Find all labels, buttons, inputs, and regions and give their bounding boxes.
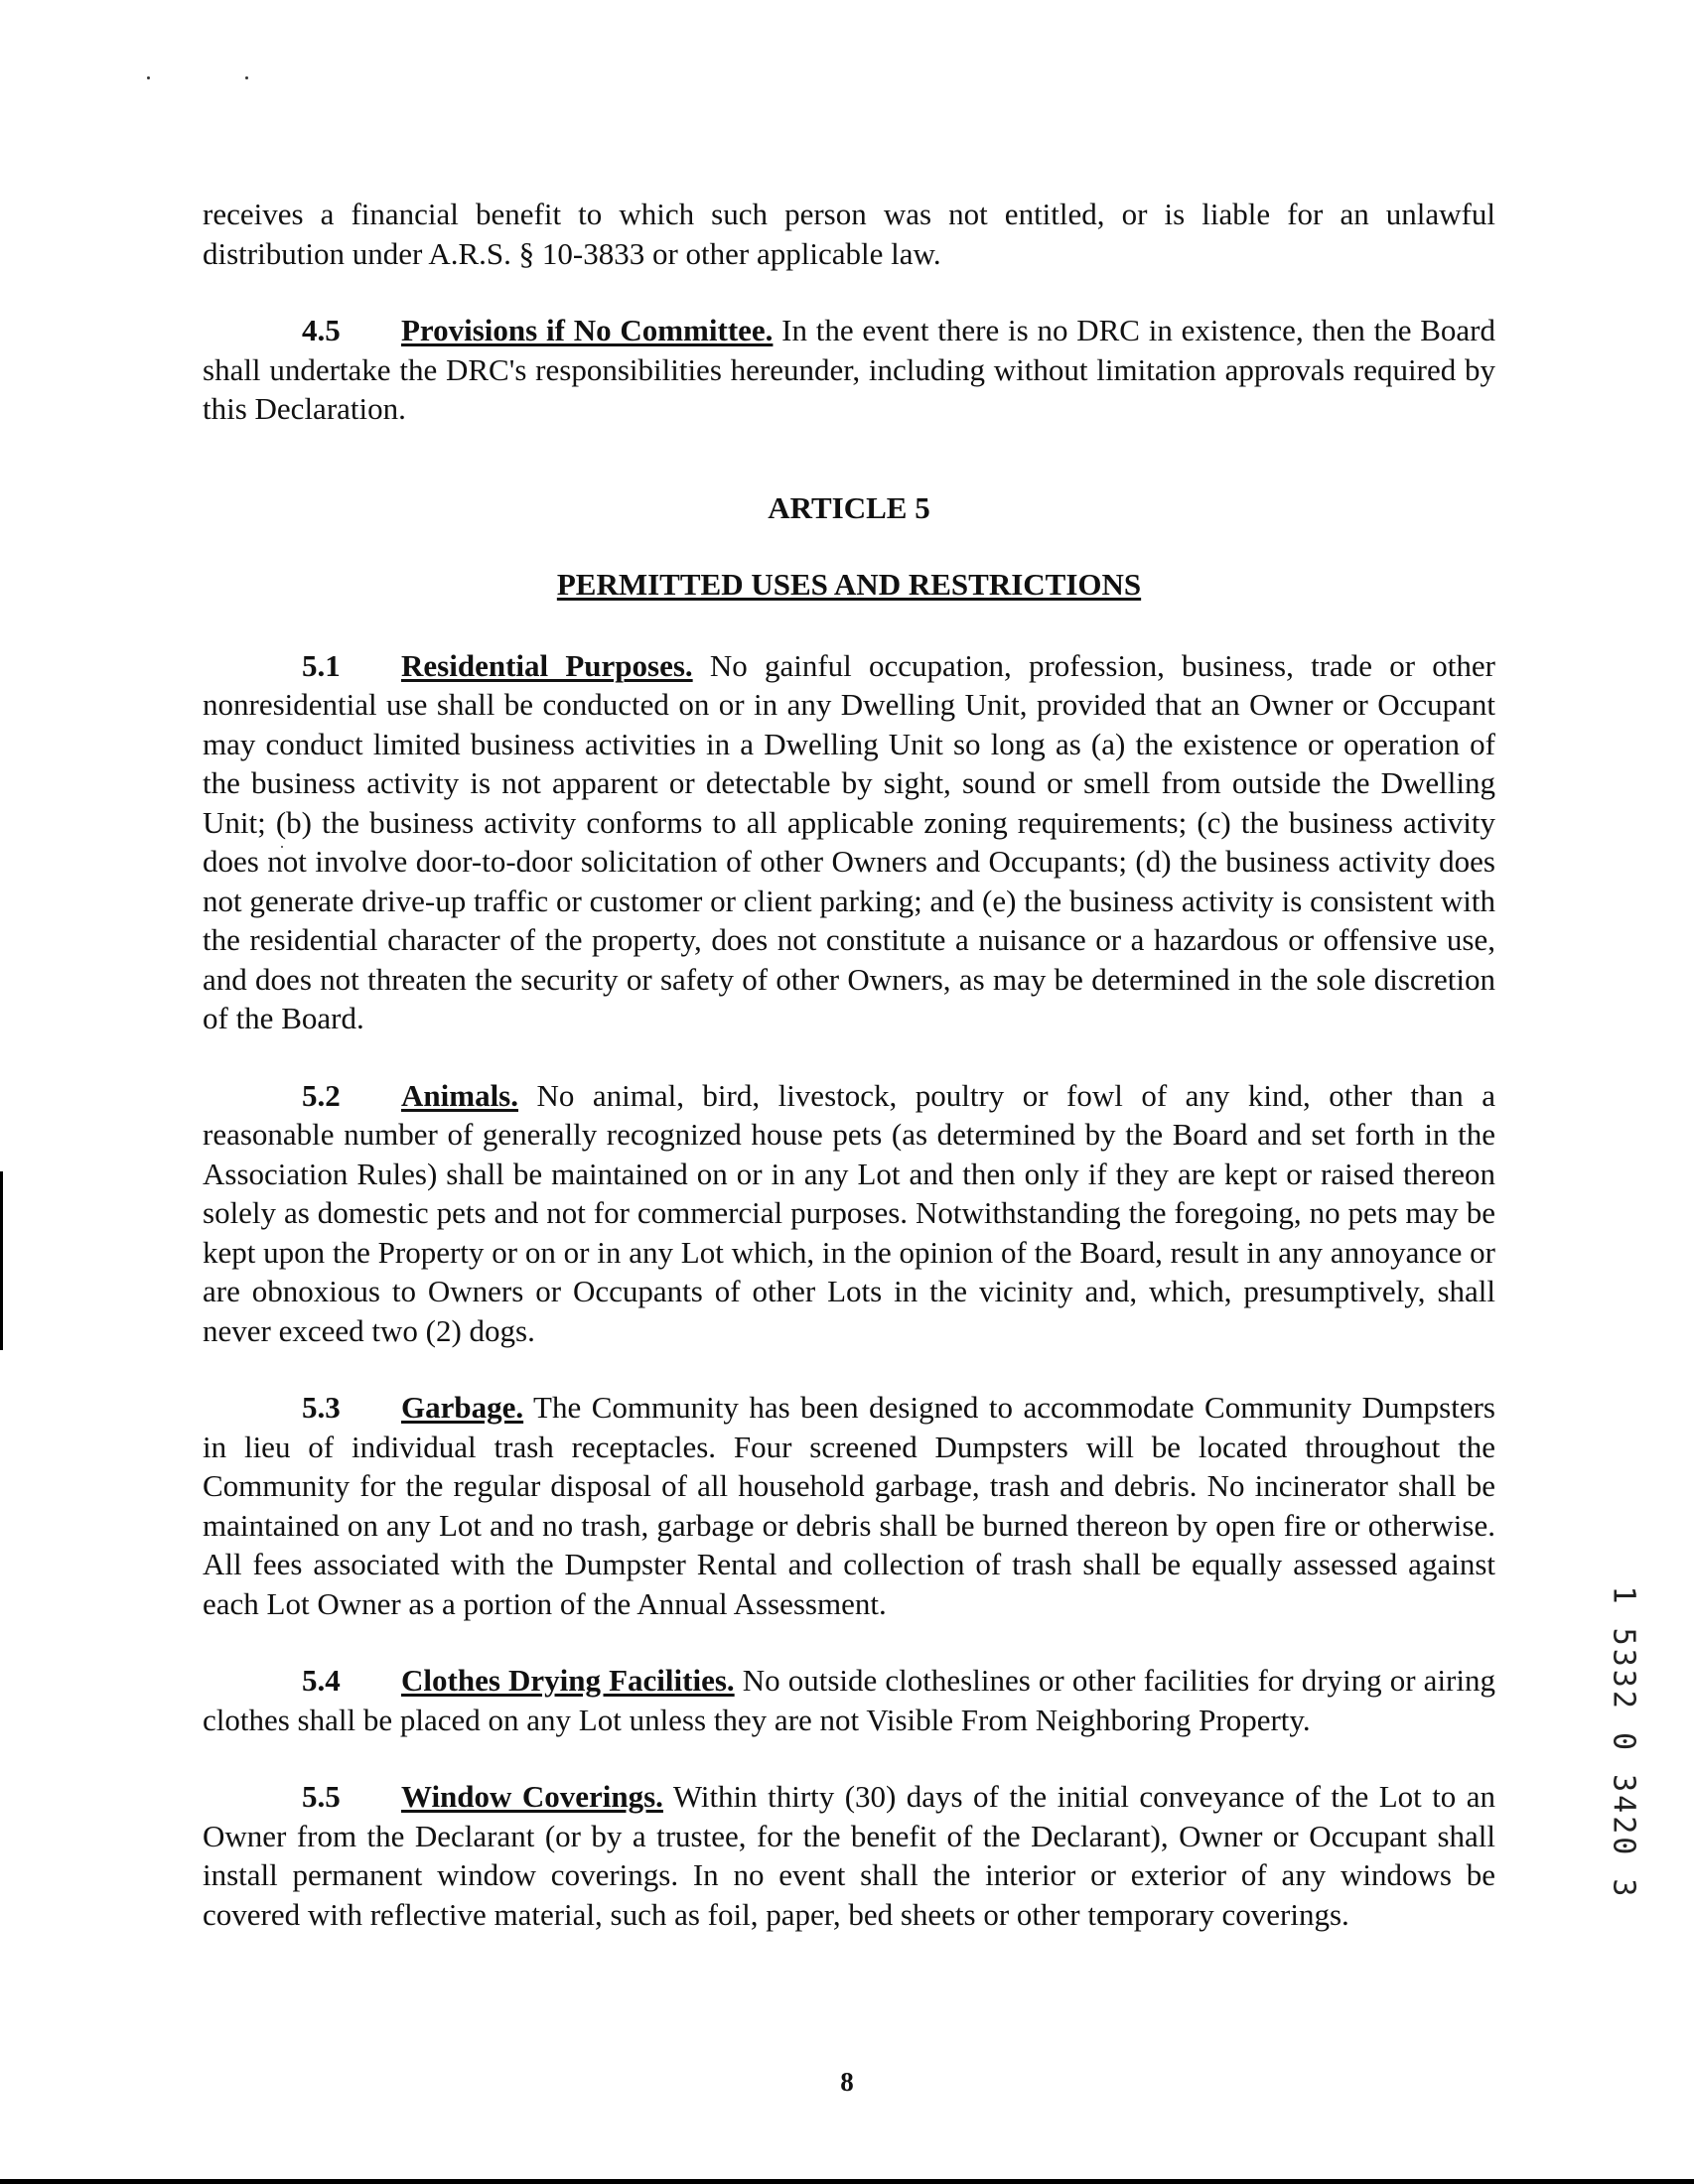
section-title: Residential Purposes.	[401, 647, 693, 683]
scan-edge-mark	[0, 1171, 3, 1350]
section-body: The Community has been designed to accommodate Community Dumpsters in lieu of individual trash receptacles. Four screened Dumpsters will be located throughout the Community for the regular disposal of all household garbage, trash and debris. No incinerator shall be maintained on any Lot and no trash, garbage or debris shall be burned thereon by open fire or otherwise. All fees associated with the Dumpster Rental and collection of trash shall be equally assessed against each Lot Owner as a portion of the Annual Assessment.	[203, 1390, 1495, 1621]
section-body: No outside clotheslines or other facilities for drying or airing clothes shall be placed on any Lot unless they are not Visible From Neighboring Property.	[203, 1663, 1495, 1737]
section-title: Window Coverings.	[401, 1779, 663, 1814]
section-number: 5.5	[302, 1779, 341, 1814]
section-5-3	[203, 1388, 1495, 1623]
page-number: 8	[840, 2067, 854, 2097]
scan-speck	[147, 76, 150, 79]
section-body: In the event there is no DRC in existence, then the Board shall undertake the DRC's responsibilities hereunder, including without limitation approvals required by this Declaration.	[203, 313, 1495, 426]
article-subheading: PERMITTED USES AND RESTRICTIONS	[556, 567, 1142, 602]
continuation-paragraph: receives a financial benefit to which such person was not entitled, or is liable for an unlawful distribution under A.R.S. § 10-3833 or other applicable law.	[203, 197, 1495, 271]
document-body	[203, 195, 1495, 1934]
section-title: Provisions if No Committee.	[401, 313, 774, 347]
section-number: 5.4	[302, 1663, 341, 1698]
recording-number-stamp	[1606, 1585, 1641, 1899]
section-number: 5.2	[302, 1077, 341, 1113]
section-5-4	[203, 1661, 1495, 1739]
scan-speck	[245, 76, 248, 79]
scan-bottom-edge	[0, 2179, 1694, 2184]
section-title: Clothes Drying Facilities.	[401, 1663, 735, 1698]
section-number: 5.1	[302, 647, 341, 683]
section-body: No gainful occupation, profession, business, trade or other nonresidential use shall be conducted on or in any Dwelling Unit, provided that an Owner or Occupant may conduct limited business activities in a Dwelling Unit so long as (a) the existence or operation of the business activity is not apparent or detectable by sight, sound or smell from outside the Dwelling Unit; (b) the business activity conforms to all applicable zoning requirements; (c) the business activity does not involve door-to-door solicitation of other Owners and Occupants; (d) the business activity does not generate drive-up traffic or customer or client parking; and (e) the business activity is consistent with the residential character of the property, does not constitute a nuisance or a hazardous or offensive use, and does not threaten the security or safety of other Owners, as may be determined in the sole discretion of the Board.	[203, 647, 1495, 1035]
article-heading: ARTICLE 5	[768, 489, 930, 525]
section-number: 4.5	[302, 313, 341, 347]
section-title: Garbage.	[401, 1390, 524, 1425]
recording-number-text: 1 5332 0 3420 3	[1606, 1585, 1641, 1899]
section-number: 5.3	[302, 1390, 341, 1425]
section-5-5	[203, 1777, 1495, 1934]
section-title: Animals.	[401, 1077, 518, 1113]
section-body: Within thirty (30) days of the initial conveyance of the Lot to an Owner from the Declarant (or by a trustee, for the benefit of the Declarant), Owner or Occupant shall install permanent window coverings. In no event shall the interior or exterior of any windows be covered with reflective material, such as foil, paper, bed sheets or other temporary coverings.	[203, 1779, 1495, 1932]
section-5-1	[203, 646, 1495, 1038]
section-4-5	[203, 311, 1495, 429]
section-5-2	[203, 1076, 1495, 1351]
section-body: No animal, bird, livestock, poultry or fowl of any kind, other than a reasonable number of generally recognized house pets (as determined by the Board and set forth in the Association Rules) shall be maintained on or in any Lot and then only if they are kept or raised thereon solely as domestic pets and not for commercial purposes. Notwithstanding the foregoing, no pets may be kept upon the Property or on or in any Lot which, in the opinion of the Board, result in any annoyance or are obnoxious to Owners or Occupants of other Lots in the vicinity and, which, presumptively, shall never exceed two (2) dogs.	[203, 1077, 1495, 1348]
